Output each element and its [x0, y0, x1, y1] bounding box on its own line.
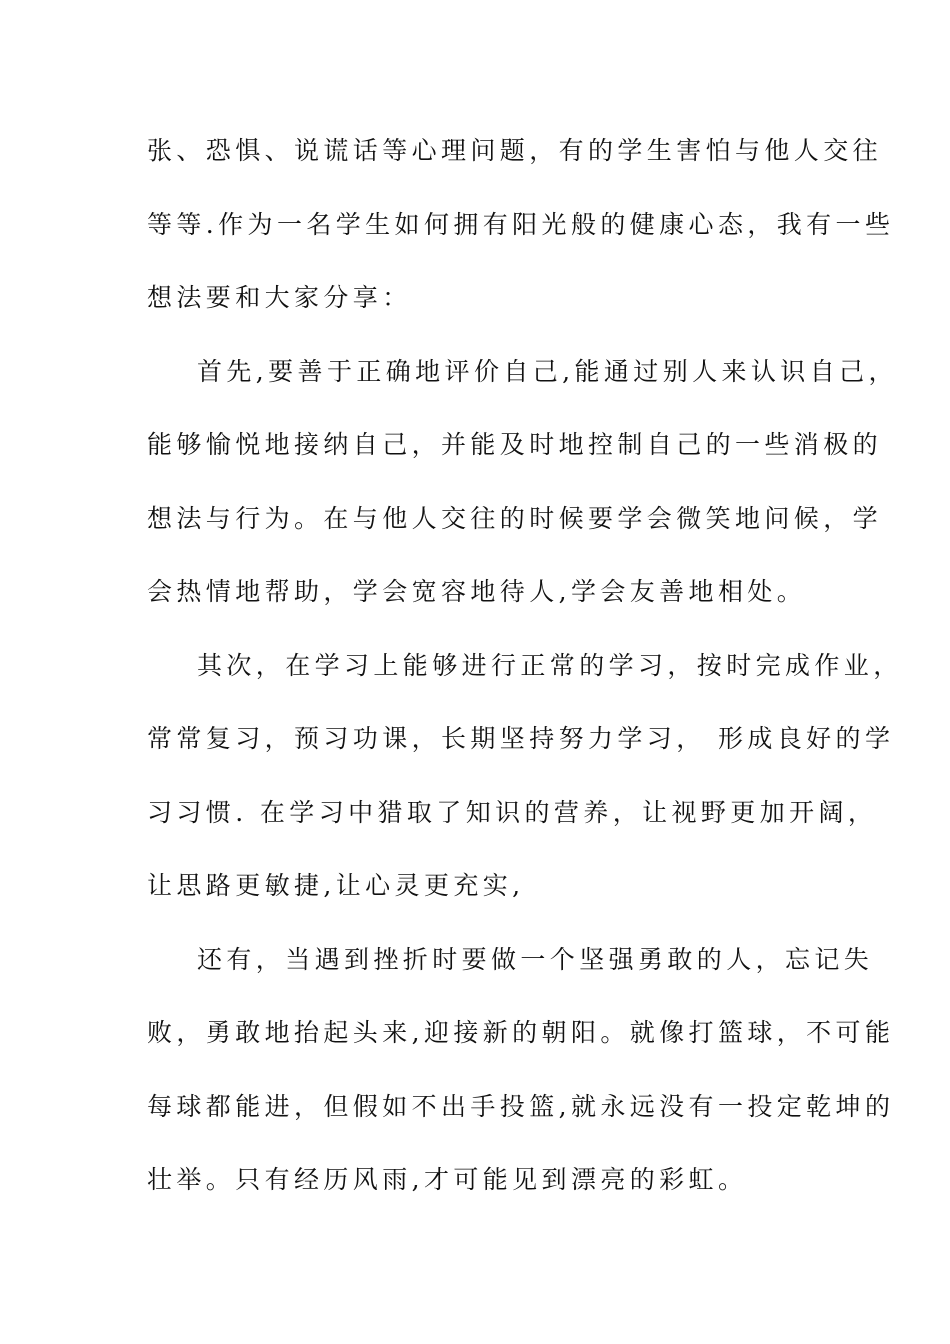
text-line: 张、恐惧、说谎话等心理问题，有的学生害怕与他人交往 — [147, 136, 883, 165]
text-line: 每球都能进，但假如不出手投篮,就永远没有一投定乾坤的 — [147, 1091, 895, 1121]
text-line: 壮举。只有经历风雨,才可能见到漂亮的彩虹。 — [147, 1165, 748, 1194]
paragraph-start-line: 还有，当遇到挫折时要做一个坚强勇敢的人，忘记失 — [197, 944, 874, 974]
text-line: 常常复习，预习功课，长期坚持努力学习， 形成良好的学 — [147, 724, 895, 753]
text-line: 会热情地帮助，学会宽容地待人,学会友善地相处。 — [147, 577, 807, 606]
body-text — [147, 128, 903, 1231]
text-line: 习习惯. 在学习中猎取了知识的营养，让视野更加开阔， — [147, 797, 878, 827]
paragraph-start-line: 首先,要善于正确地评价自己,能通过别人来认识自己， — [197, 356, 898, 386]
text-line: 能够愉悦地接纳自己，并能及时地控制自己的一些消极的 — [147, 430, 883, 459]
paragraph-start-line: 其次，在学习上能够进行正常的学习，按时完成作业， — [197, 650, 903, 680]
text-line: 等等.作为一名学生如何拥有阳光般的健康心态，我有一些 — [147, 209, 895, 239]
text-line: 想法要和大家分享： — [147, 283, 412, 312]
text-line: 败，勇敢地抬起头来,迎接新的朝阳。就像打篮球，不可能 — [147, 1018, 895, 1047]
text-line: 让思路更敏捷,让心灵更充实, — [147, 871, 525, 900]
text-line: 想法与行为。在与他人交往的时候要学会微笑地问候，学 — [147, 503, 883, 533]
